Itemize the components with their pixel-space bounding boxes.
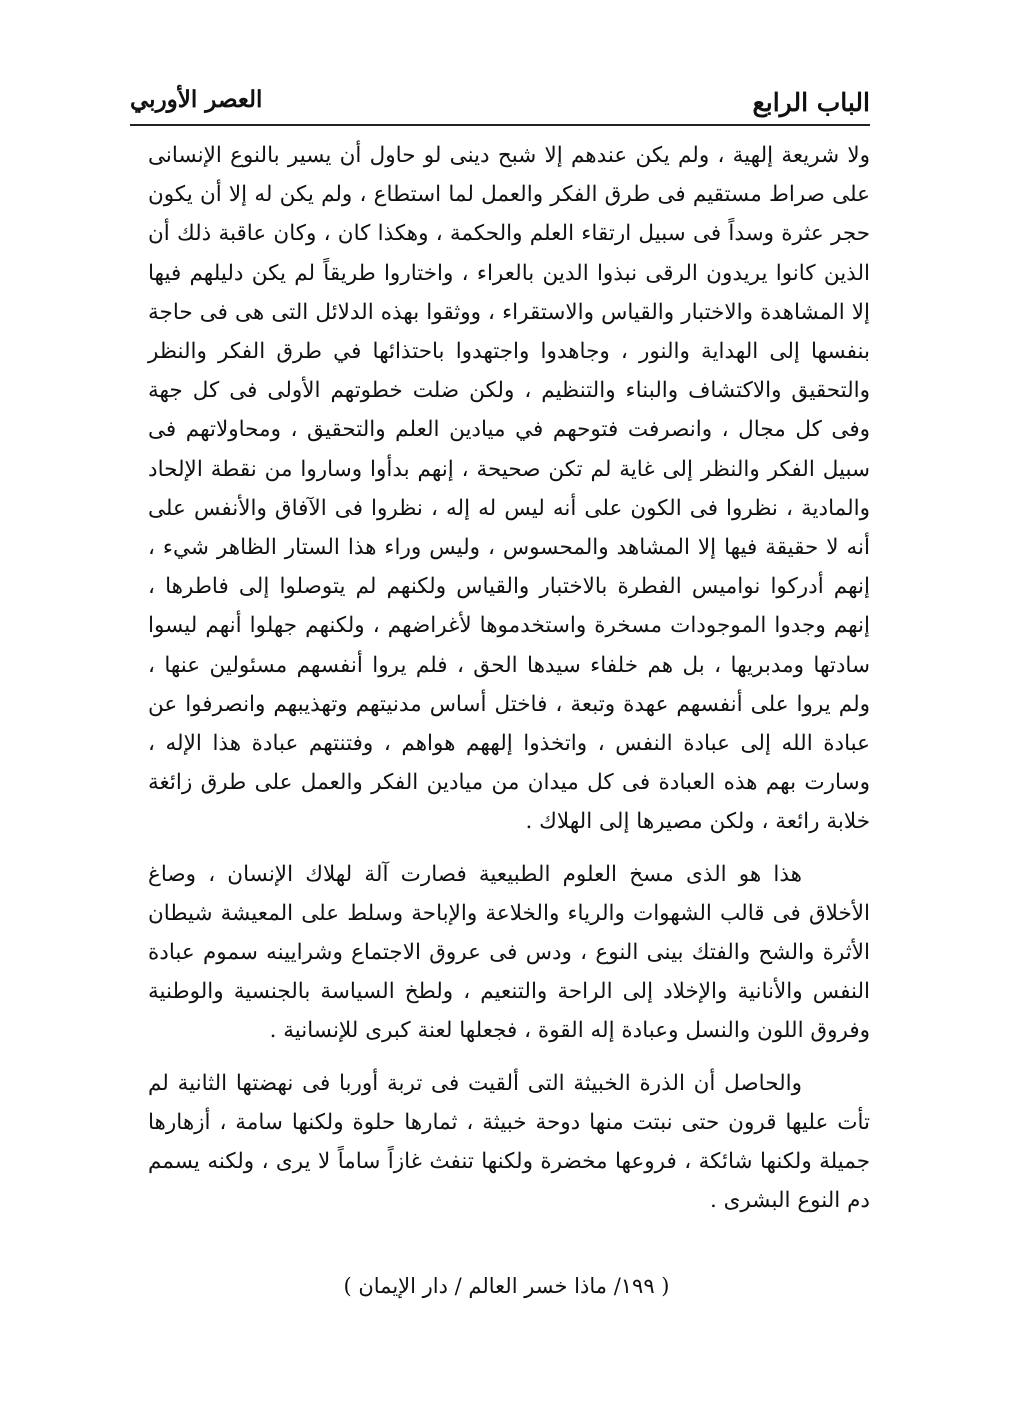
paragraph-2: هذا هو الذى مسخ العلوم الطبيعية فصارت آلة لهلاك الإنسان ، وصاغ الأخلاق فى قالب الشهوات والرياء والخلاعة والإباحة وسلط على المعيشة شيطان الأثرة والشح والفتك بينى النوع ، ودس فى عروق الاجتماع وشرايينه سموم عبادة النفس والأنانية والإخلاد إلى الراحة والتنعيم ، ولطخ السياسة بالجنسية والوطنية وفروق اللون والنسل وعبادة إله القوة ، فجعلها لعنة كبرى للإنسانية . [148, 861, 870, 1044]
chapter-title: الباب الرابع [752, 88, 870, 117]
body-text [148, 136, 870, 1220]
page-footer: ( ١٩٩/ ماذا خسر العالم / دار الإيمان ) [343, 1274, 670, 1298]
header-divider [130, 124, 870, 126]
paragraph-1: ولا شريعة إلهية ، ولم يكن عندهم إلا شبح دينى لو حاول أن يسير بالنوع الإنسانى على صراط مستقيم فى طرق الفكر والعمل لما استطاع ، ولم يكن له إلا أن يكون حجر عثرة وسداً فى سبيل ارتقاء العلم والحكمة ، وهكذا كان ، وكان عاقبة ذلك أن الذين كانوا يريدون الرقى نبذوا الدين بالعراء ، واختاروا طريقاً لم يكن دليلهم فيها إلا المشاهدة والاختبار والقياس والاستقراء ، ووثقوا بهذه الدلائل التى هى فى حاجة بنفسها إلى الهداية والنور ، وجاهدوا واجتهدوا باحتذائها في طرق الفكر والنظر والتحقيق والاكتشاف والبناء والتنظيم ، ولكن ضلت خطوتهم الأولى فى كل جهة وفى كل مجال ، وانصرفت فتوحهم في ميادين العلم والتحقيق ، ومحاولاتهم فى سبيل الفكر والنظر إلى غاية لم تكن صحيحة ، إنهم بدأوا وساروا من نقطة الإلحاد والمادية ، نظروا فى الكون على أنه ليس له إله ، نظروا فى الآفاق والأنفس على أنه لا حقيقة فيها إلا المشاهد والمحسوس ، وليس وراء هذا الستار الظاهر شيء ، إنهم أدركوا نواميس الفطرة بالاختبار والقياس ولكنهم لم يتوصلوا إلى فاطرها ، إنهم وجدوا الموجودات مسخرة واستخدموها لأغراضهم ، ولكنهم جهلوا أنهم ليسوا سادتها ومدبريها ، بل هم خلفاء سيدها الحق ، فلم يروا أنفسهم مسئولين عنها ، ولم يروا على أنفسهم عهدة وتبعة ، فاختل أساس مدنيتهم وتهذيبهم وانصرفوا عن عبادة الله إلى عبادة النفس ، واتخذوا إلههم هواهم ، وفتنتهم عبادة هذا الإله ، وسارت بهم هذه العبادة فى كل ميدان من ميادين الفكر والعمل على طرق زائغة خلابة رائعة ، ولكن مصيرها إلى الهلاك . [148, 143, 870, 835]
paragraph-3: والحاصل أن الذرة الخبيثة التى ألقيت فى تربة أوربا فى نهضتها الثانية لم تأت عليها قرون حتى نبتت منها دوحة خبيثة ، ثمارها حلوة ولكنها سامة ، أزهارها جميلة ولكنها شائكة ، فروعها مخضرة ولكنها تنفث غازاً ساماً لا يرى ، ولكنه يسمم دم النوع البشرى . [148, 1070, 870, 1214]
running-header [130, 82, 870, 122]
section-title: العصر الأوربي [130, 86, 263, 113]
